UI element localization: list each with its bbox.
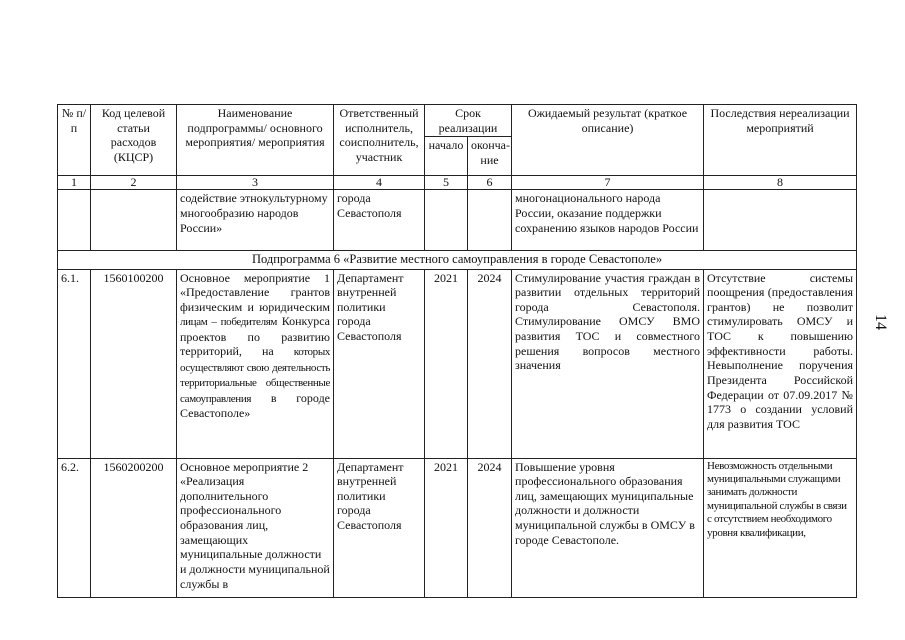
cell-start xyxy=(425,190,468,251)
cell-num: 6.2. xyxy=(58,458,91,597)
cell-end: 2024 xyxy=(468,458,512,597)
header-consequences: Последствия нереализации мероприятий xyxy=(704,105,857,176)
cell-consequences xyxy=(704,190,857,251)
header-term: Срок реализации xyxy=(425,105,512,137)
header-start: начало xyxy=(425,137,468,176)
column-number: 7 xyxy=(512,176,704,190)
table-row xyxy=(58,269,857,458)
continuation-row xyxy=(58,190,857,251)
column-number: 1 xyxy=(58,176,91,190)
cell-result: многонационального народа России, оказание поддержки сохранению языков народов России xyxy=(512,190,704,251)
header-row xyxy=(58,105,857,137)
column-number: 8 xyxy=(704,176,857,190)
subprogram-row xyxy=(58,251,857,269)
table-row xyxy=(58,458,857,597)
cell-consequences: Отсутствие системы поощрения (предоставления грантов) не позволит стимулировать ОМСУ и ТОС к повышению эффективности работы. Невыполнение поручения Президента Российской Федерации от 07.09.2017 № 1773 о создании условий для развития ТОС xyxy=(704,269,857,458)
header-code: Код целевой статьи расходов (КЦСР) xyxy=(91,105,177,176)
name-text: Основное мероприятие 1 «Предоставление грантов физическим и юридическим xyxy=(180,270,330,314)
cell-code xyxy=(91,190,177,251)
cell-responsible: Департамент внутренней политики города Севастополя xyxy=(334,458,425,597)
cell-num: 6.1. xyxy=(58,269,91,458)
cell-code: 1560200200 xyxy=(91,458,177,597)
name-text-end: в городе Севастополе» xyxy=(180,390,331,421)
cell-result: Повышение уровня профессионального образования лиц, замещающих муниципальные должности и должности муниципальной службы в ОМСУ в городе Севастополе. xyxy=(512,458,704,597)
cell-start: 2021 xyxy=(425,458,468,597)
cell-name: Основное мероприятие 2 «Реализация дополнительного профессионального образования лиц, замещающих муниципальные должности и должности муниципальной службы в xyxy=(177,458,334,597)
page-number: 14 xyxy=(872,314,889,330)
cell-num xyxy=(58,190,91,251)
header-num: № п/п xyxy=(58,105,91,176)
name-text-small: лицам – победителям xyxy=(180,316,278,329)
cell-result: Стимулирование участия граждан в развитии отдельных территорий города Севастополя. Стимулирование ОМСУ ВМО развития ТОС и совместного решения вопросов местного значения xyxy=(512,269,704,458)
name-text-rest: Конкурса проектов по развитию территорий, на xyxy=(180,314,331,359)
cell-end: 2024 xyxy=(468,269,512,458)
cell-start: 2021 xyxy=(425,269,468,458)
cell-responsible: города Севастополя xyxy=(334,190,425,251)
cell-code: 1560100200 xyxy=(91,269,177,458)
column-number: 5 xyxy=(425,176,468,190)
measures-table xyxy=(57,104,857,598)
column-number: 4 xyxy=(334,176,425,190)
cell-name xyxy=(177,269,334,458)
header-end: оконча-ние xyxy=(468,137,512,176)
column-number: 2 xyxy=(91,176,177,190)
cell-name: содействие этнокультурному многообразию народов России» xyxy=(177,190,334,251)
header-name: Наименование подпрограммы/ основного мероприятия/ мероприятия xyxy=(177,105,334,176)
column-number: 6 xyxy=(468,176,512,190)
cell-responsible: Департамент внутренней политики города Севастополя xyxy=(334,269,425,458)
cell-consequences: Невозможность отдельными муниципальными служащими занимать должности муниципальной службы в связи с отсутствием необходимого уровня квалификации, xyxy=(704,458,857,597)
subprogram-title: Подпрограмма 6 «Развитие местного самоуправления в городе Севастополе» xyxy=(58,251,857,269)
header-result: Ожидаемый результат (краткое описание) xyxy=(512,105,704,176)
name-text-small-2: которых осуществляют свою деятельность территориальные общественные самоуправления xyxy=(180,346,331,405)
cell-end xyxy=(468,190,512,251)
column-number-row xyxy=(58,176,857,190)
column-number: 3 xyxy=(177,176,334,190)
header-responsible: Ответственный исполнитель, соисполнитель, участник xyxy=(334,105,425,176)
